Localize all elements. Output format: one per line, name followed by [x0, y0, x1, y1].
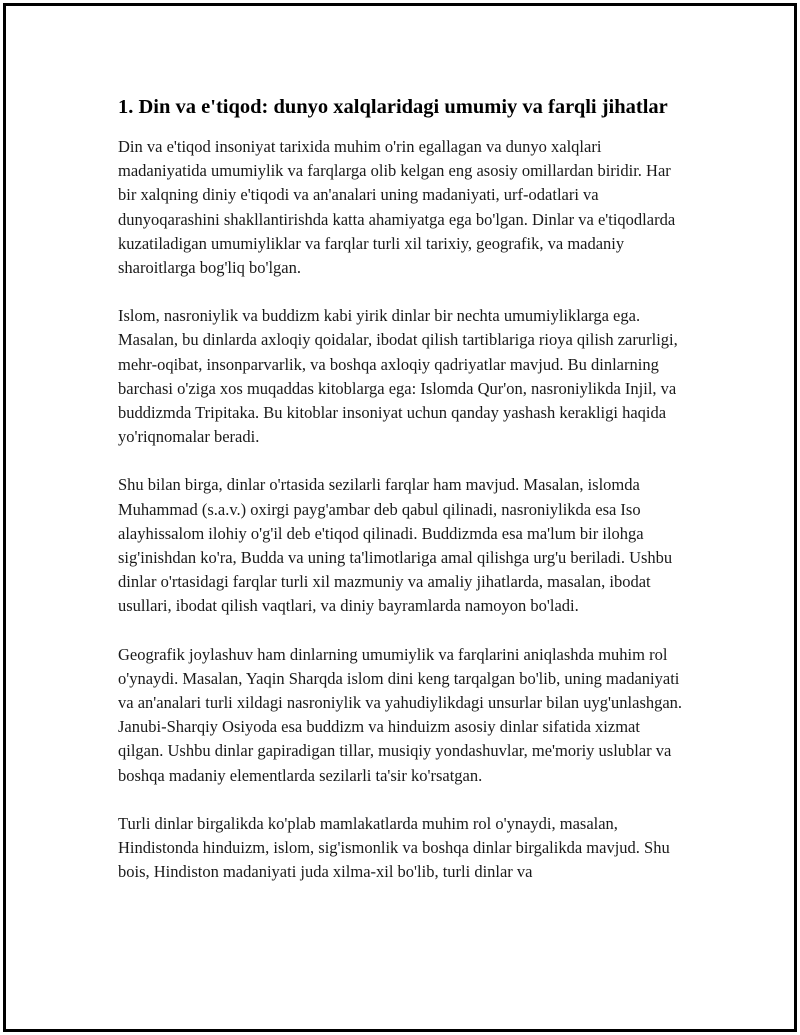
paragraph-5: Turli dinlar birgalikda ko'plab mamlakatlarda muhim rol o'ynaydi, masalan, Hindistonda hinduizm, islom, sig'ismonlik va boshqa dinlar birgalikda mavjud. Shu bois, Hindiston madaniyati juda xilma-xil bo'lib, turli dinlar va	[118, 813, 670, 882]
paragraph-4: Geografik joylashuv ham dinlarning umumiylik va farqlarini aniqlashda muhim rol o'ynaydi. Masalan, Yaqin Sharqda islom dini keng tarqalgan bo'lib, uning madaniyati va an'analari turli xildagi nasroniylik va yahudiylikdagi unsurlar bilan uyg'unlashgan. Janubi-Sharqiy Osiyoda esa buddizm va hinduizm asosiy dinlar sifatida xizmat qilgan. Ushbu dinlar gapiradigan tillar, musiqiy yondashuvlar, me'moriy uslublar va boshqa madaniy elementlarda sezilarli ta'sir ko'rsatgan.	[118, 644, 683, 785]
document-body	[118, 92, 688, 908]
paragraph-1: Din va e'tiqod insoniyat tarixida muhim o'rin egallagan va dunyo xalqlari madaniyatida umumiylik va farqlarga olib kelgan eng asosiy omillardan biridir. Har bir xalqning diniy e'tiqodi va an'analari uning madaniyati, urf-odatlari va dunyoqarashini shakllantirishda katta ahamiyatga ega bo'lgan. Dinlar va e'tiqodlarda kuzatiladigan umumiyliklar va farqlar turli xil tarixiy, geografik, va madaniy sharoitlarga bog'liq bo'lgan.	[118, 137, 676, 278]
section-heading: 1. Din va e'tiqod: dunyo xalqlaridagi umumiy va farqli jihatlar	[118, 96, 668, 118]
paragraph-3: Shu bilan birga, dinlar o'rtasida sezilarli farqlar ham mavjud. Masalan, islomda Muhammad (s.a.v.) oxirgi payg'ambar deb qabul qilinadi, nasroniylikda esa Iso alayhissalom ilohiy o'g'il deb e'tiqod qilinadi. Buddizmda esa ma'lum bir ilohga sig'inishdan ko'ra, Budda va uning ta'limotlariga amal qilishga urg'u beriladi. Ushbu dinlar o'rtasidagi farqlar turli xil mazmuniy va amaliy jihatlarda, masalan, ibodat usullari, ibodat qilish vaqtlari, va diniy bayramlarda namoyon bo'ladi.	[118, 475, 673, 616]
paragraph-2: Islom, nasroniylik va buddizm kabi yirik dinlar bir nechta umumiyliklarga ega. Masalan, bu dinlarda axloqiy qoidalar, ibodat qilish tartiblariga rioya qilish zarurligi, mehr-oqibat, insonparvarlik, va boshqa axloqiy qadriyatlar mavjud. Bu dinlarning barchasi o'ziga xos muqaddas kitoblarga ega: Islomda Qur'on, nasroniylikda Injil, va buddizmda Tripitaka. Bu kitoblar insoniyat uchun qanday yashash kerakligi haqida yo'riqnomalar beradi.	[118, 306, 678, 447]
